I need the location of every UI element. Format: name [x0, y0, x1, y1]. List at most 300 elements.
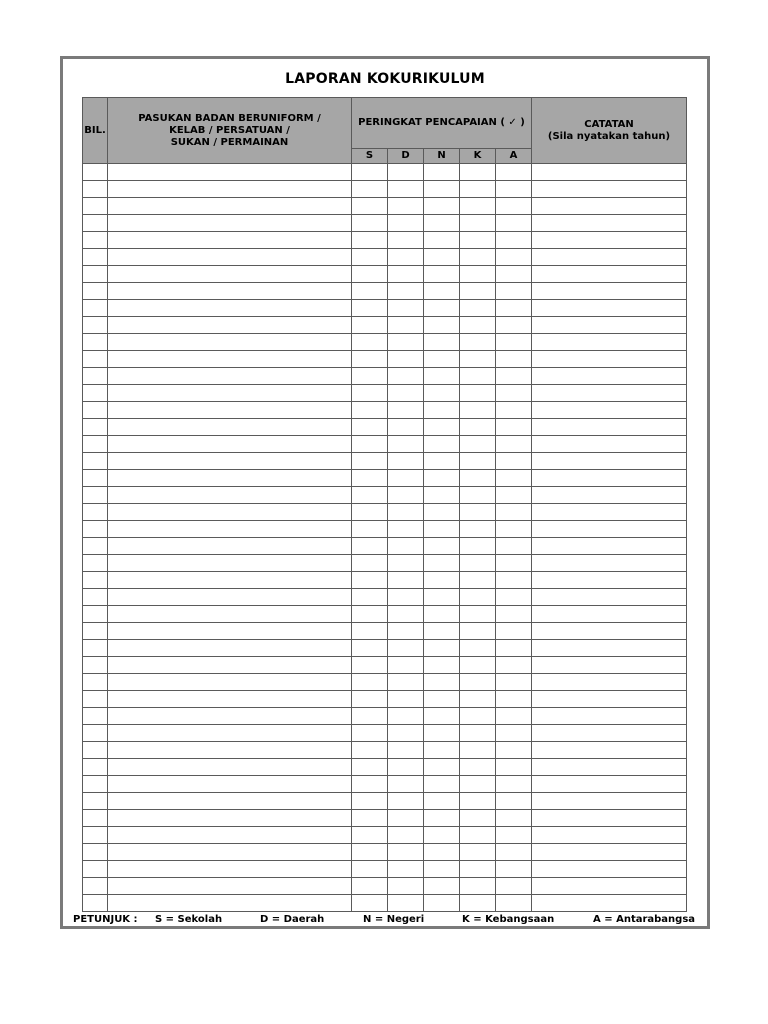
table-cell[interactable] [388, 283, 424, 300]
table-cell[interactable] [352, 300, 388, 317]
table-cell[interactable] [83, 351, 108, 368]
table-cell[interactable] [352, 691, 388, 708]
table-cell[interactable] [388, 198, 424, 215]
table-cell[interactable] [352, 555, 388, 572]
table-cell[interactable] [424, 878, 460, 895]
table-cell[interactable] [496, 419, 532, 436]
table-cell[interactable] [388, 215, 424, 232]
table-cell[interactable] [532, 232, 687, 249]
table-cell[interactable] [108, 385, 352, 402]
table-cell[interactable] [83, 436, 108, 453]
table-cell[interactable] [108, 640, 352, 657]
table-cell[interactable] [83, 640, 108, 657]
table-cell[interactable] [424, 793, 460, 810]
table-cell[interactable] [108, 674, 352, 691]
table-cell[interactable] [460, 266, 496, 283]
table-cell[interactable] [108, 453, 352, 470]
table-cell[interactable] [496, 266, 532, 283]
table-cell[interactable] [460, 589, 496, 606]
table-cell[interactable] [532, 470, 687, 487]
table-cell[interactable] [460, 368, 496, 385]
table-cell[interactable] [83, 504, 108, 521]
table-cell[interactable] [108, 402, 352, 419]
table-cell[interactable] [388, 266, 424, 283]
table-cell[interactable] [532, 776, 687, 793]
table-cell[interactable] [388, 691, 424, 708]
table-cell[interactable] [108, 844, 352, 861]
table-cell[interactable] [532, 538, 687, 555]
table-cell[interactable] [352, 827, 388, 844]
table-cell[interactable] [352, 317, 388, 334]
table-cell[interactable] [388, 878, 424, 895]
table-cell[interactable] [496, 589, 532, 606]
table-cell[interactable] [532, 572, 687, 589]
table-cell[interactable] [83, 232, 108, 249]
table-cell[interactable] [352, 742, 388, 759]
table-cell[interactable] [460, 198, 496, 215]
table-cell[interactable] [424, 759, 460, 776]
table-cell[interactable] [496, 895, 532, 912]
table-cell[interactable] [352, 402, 388, 419]
table-cell[interactable] [532, 589, 687, 606]
table-cell[interactable] [424, 606, 460, 623]
table-cell[interactable] [388, 640, 424, 657]
table-cell[interactable] [388, 300, 424, 317]
table-cell[interactable] [496, 283, 532, 300]
table-cell[interactable] [532, 640, 687, 657]
table-cell[interactable] [496, 504, 532, 521]
table-cell[interactable] [108, 181, 352, 198]
table-cell[interactable] [496, 674, 532, 691]
table-cell[interactable] [532, 419, 687, 436]
table-cell[interactable] [352, 861, 388, 878]
table-cell[interactable] [496, 385, 532, 402]
table-cell[interactable] [424, 402, 460, 419]
table-cell[interactable] [460, 844, 496, 861]
table-cell[interactable] [424, 589, 460, 606]
table-cell[interactable] [424, 827, 460, 844]
table-cell[interactable] [352, 164, 388, 181]
table-cell[interactable] [424, 215, 460, 232]
table-cell[interactable] [108, 725, 352, 742]
table-cell[interactable] [424, 623, 460, 640]
table-cell[interactable] [83, 555, 108, 572]
table-cell[interactable] [496, 742, 532, 759]
table-cell[interactable] [460, 759, 496, 776]
table-cell[interactable] [460, 708, 496, 725]
table-cell[interactable] [424, 742, 460, 759]
table-cell[interactable] [532, 266, 687, 283]
table-cell[interactable] [460, 283, 496, 300]
table-cell[interactable] [352, 878, 388, 895]
table-cell[interactable] [388, 861, 424, 878]
table-cell[interactable] [496, 708, 532, 725]
table-cell[interactable] [532, 861, 687, 878]
table-cell[interactable] [388, 249, 424, 266]
table-cell[interactable] [532, 402, 687, 419]
table-cell[interactable] [108, 572, 352, 589]
table-cell[interactable] [460, 640, 496, 657]
table-cell[interactable] [532, 487, 687, 504]
table-cell[interactable] [496, 827, 532, 844]
table-cell[interactable] [424, 555, 460, 572]
table-cell[interactable] [108, 606, 352, 623]
table-cell[interactable] [460, 232, 496, 249]
table-cell[interactable] [496, 402, 532, 419]
table-cell[interactable] [352, 198, 388, 215]
table-cell[interactable] [460, 793, 496, 810]
table-cell[interactable] [352, 521, 388, 538]
table-cell[interactable] [424, 198, 460, 215]
table-cell[interactable] [83, 793, 108, 810]
table-cell[interactable] [388, 606, 424, 623]
table-cell[interactable] [388, 470, 424, 487]
table-cell[interactable] [424, 708, 460, 725]
table-cell[interactable] [352, 504, 388, 521]
table-cell[interactable] [460, 878, 496, 895]
table-cell[interactable] [352, 283, 388, 300]
table-cell[interactable] [352, 538, 388, 555]
table-cell[interactable] [532, 300, 687, 317]
table-cell[interactable] [83, 691, 108, 708]
table-cell[interactable] [532, 657, 687, 674]
table-cell[interactable] [388, 436, 424, 453]
table-cell[interactable] [460, 470, 496, 487]
table-cell[interactable] [388, 521, 424, 538]
table-cell[interactable] [388, 317, 424, 334]
table-cell[interactable] [532, 895, 687, 912]
table-cell[interactable] [108, 810, 352, 827]
table-cell[interactable] [496, 436, 532, 453]
table-cell[interactable] [532, 334, 687, 351]
table-cell[interactable] [532, 351, 687, 368]
table-cell[interactable] [108, 300, 352, 317]
table-cell[interactable] [424, 691, 460, 708]
table-cell[interactable] [83, 572, 108, 589]
table-cell[interactable] [108, 827, 352, 844]
table-cell[interactable] [424, 266, 460, 283]
table-cell[interactable] [388, 708, 424, 725]
table-cell[interactable] [388, 555, 424, 572]
table-cell[interactable] [352, 351, 388, 368]
table-cell[interactable] [108, 504, 352, 521]
table-cell[interactable] [388, 742, 424, 759]
table-cell[interactable] [388, 827, 424, 844]
table-cell[interactable] [424, 453, 460, 470]
table-cell[interactable] [388, 793, 424, 810]
table-cell[interactable] [424, 470, 460, 487]
table-cell[interactable] [108, 793, 352, 810]
table-cell[interactable] [108, 895, 352, 912]
table-cell[interactable] [83, 419, 108, 436]
table-cell[interactable] [460, 538, 496, 555]
table-cell[interactable] [496, 487, 532, 504]
table-cell[interactable] [424, 810, 460, 827]
table-cell[interactable] [108, 657, 352, 674]
table-cell[interactable] [460, 572, 496, 589]
table-cell[interactable] [388, 368, 424, 385]
table-cell[interactable] [496, 198, 532, 215]
table-cell[interactable] [424, 300, 460, 317]
table-cell[interactable] [532, 691, 687, 708]
table-cell[interactable] [108, 232, 352, 249]
table-cell[interactable] [532, 793, 687, 810]
table-cell[interactable] [388, 504, 424, 521]
table-cell[interactable] [108, 215, 352, 232]
table-cell[interactable] [388, 895, 424, 912]
table-cell[interactable] [83, 470, 108, 487]
table-cell[interactable] [83, 334, 108, 351]
table-cell[interactable] [532, 742, 687, 759]
table-cell[interactable] [460, 419, 496, 436]
table-cell[interactable] [388, 351, 424, 368]
table-cell[interactable] [460, 810, 496, 827]
table-cell[interactable] [83, 317, 108, 334]
table-cell[interactable] [496, 470, 532, 487]
table-cell[interactable] [532, 878, 687, 895]
table-cell[interactable] [83, 742, 108, 759]
table-cell[interactable] [352, 453, 388, 470]
table-cell[interactable] [532, 436, 687, 453]
table-cell[interactable] [460, 215, 496, 232]
table-cell[interactable] [424, 419, 460, 436]
table-cell[interactable] [352, 623, 388, 640]
table-cell[interactable] [496, 317, 532, 334]
table-cell[interactable] [83, 810, 108, 827]
table-cell[interactable] [496, 164, 532, 181]
table-cell[interactable] [424, 776, 460, 793]
table-cell[interactable] [83, 657, 108, 674]
table-cell[interactable] [108, 436, 352, 453]
table-cell[interactable] [532, 164, 687, 181]
table-cell[interactable] [460, 606, 496, 623]
table-cell[interactable] [352, 657, 388, 674]
table-cell[interactable] [83, 776, 108, 793]
table-cell[interactable] [424, 861, 460, 878]
table-cell[interactable] [460, 317, 496, 334]
table-cell[interactable] [496, 725, 532, 742]
table-cell[interactable] [352, 776, 388, 793]
table-cell[interactable] [352, 436, 388, 453]
table-cell[interactable] [532, 215, 687, 232]
table-cell[interactable] [352, 181, 388, 198]
table-cell[interactable] [83, 198, 108, 215]
table-cell[interactable] [424, 351, 460, 368]
table-cell[interactable] [496, 691, 532, 708]
table-cell[interactable] [532, 385, 687, 402]
table-cell[interactable] [108, 419, 352, 436]
table-cell[interactable] [352, 368, 388, 385]
table-cell[interactable] [83, 215, 108, 232]
table-cell[interactable] [460, 487, 496, 504]
table-cell[interactable] [460, 555, 496, 572]
table-cell[interactable] [388, 844, 424, 861]
table-cell[interactable] [352, 674, 388, 691]
table-cell[interactable] [496, 215, 532, 232]
table-cell[interactable] [108, 266, 352, 283]
table-cell[interactable] [108, 708, 352, 725]
table-cell[interactable] [460, 164, 496, 181]
table-cell[interactable] [496, 453, 532, 470]
table-cell[interactable] [496, 861, 532, 878]
table-cell[interactable] [460, 436, 496, 453]
table-cell[interactable] [108, 487, 352, 504]
table-cell[interactable] [83, 249, 108, 266]
table-cell[interactable] [424, 232, 460, 249]
table-cell[interactable] [424, 181, 460, 198]
table-cell[interactable] [388, 674, 424, 691]
table-cell[interactable] [83, 759, 108, 776]
table-cell[interactable] [532, 198, 687, 215]
table-cell[interactable] [83, 538, 108, 555]
table-cell[interactable] [532, 810, 687, 827]
table-cell[interactable] [388, 334, 424, 351]
table-cell[interactable] [496, 351, 532, 368]
table-cell[interactable] [352, 810, 388, 827]
table-cell[interactable] [424, 249, 460, 266]
table-cell[interactable] [352, 385, 388, 402]
table-cell[interactable] [83, 283, 108, 300]
table-cell[interactable] [352, 708, 388, 725]
table-cell[interactable] [83, 385, 108, 402]
table-cell[interactable] [352, 895, 388, 912]
table-cell[interactable] [460, 385, 496, 402]
table-cell[interactable] [108, 742, 352, 759]
table-cell[interactable] [352, 572, 388, 589]
table-cell[interactable] [460, 504, 496, 521]
table-cell[interactable] [496, 572, 532, 589]
table-cell[interactable] [388, 759, 424, 776]
table-cell[interactable] [388, 589, 424, 606]
table-cell[interactable] [83, 300, 108, 317]
table-cell[interactable] [532, 606, 687, 623]
table-cell[interactable] [352, 419, 388, 436]
table-cell[interactable] [388, 181, 424, 198]
table-cell[interactable] [388, 402, 424, 419]
table-cell[interactable] [424, 521, 460, 538]
table-cell[interactable] [496, 810, 532, 827]
table-cell[interactable] [460, 725, 496, 742]
table-cell[interactable] [532, 504, 687, 521]
table-cell[interactable] [424, 538, 460, 555]
table-cell[interactable] [352, 844, 388, 861]
table-cell[interactable] [108, 317, 352, 334]
table-cell[interactable] [108, 368, 352, 385]
table-cell[interactable] [108, 691, 352, 708]
table-cell[interactable] [532, 759, 687, 776]
table-cell[interactable] [108, 776, 352, 793]
table-cell[interactable] [108, 589, 352, 606]
table-cell[interactable] [460, 657, 496, 674]
table-cell[interactable] [424, 895, 460, 912]
table-cell[interactable] [83, 844, 108, 861]
table-cell[interactable] [352, 470, 388, 487]
table-cell[interactable] [83, 181, 108, 198]
table-cell[interactable] [388, 164, 424, 181]
table-cell[interactable] [83, 453, 108, 470]
table-cell[interactable] [460, 181, 496, 198]
table-cell[interactable] [388, 538, 424, 555]
table-cell[interactable] [352, 640, 388, 657]
table-cell[interactable] [496, 249, 532, 266]
table-cell[interactable] [496, 232, 532, 249]
table-cell[interactable] [83, 878, 108, 895]
table-cell[interactable] [388, 810, 424, 827]
table-cell[interactable] [496, 776, 532, 793]
table-cell[interactable] [108, 198, 352, 215]
table-cell[interactable] [496, 606, 532, 623]
table-cell[interactable] [460, 334, 496, 351]
table-cell[interactable] [388, 657, 424, 674]
table-cell[interactable] [460, 895, 496, 912]
table-cell[interactable] [424, 334, 460, 351]
table-cell[interactable] [460, 521, 496, 538]
table-cell[interactable] [424, 844, 460, 861]
table-cell[interactable] [108, 759, 352, 776]
table-cell[interactable] [108, 351, 352, 368]
table-cell[interactable] [388, 623, 424, 640]
table-cell[interactable] [424, 385, 460, 402]
table-cell[interactable] [460, 249, 496, 266]
table-cell[interactable] [532, 453, 687, 470]
table-cell[interactable] [108, 861, 352, 878]
table-cell[interactable] [532, 623, 687, 640]
table-cell[interactable] [352, 606, 388, 623]
table-cell[interactable] [460, 402, 496, 419]
table-cell[interactable] [424, 283, 460, 300]
table-cell[interactable] [83, 606, 108, 623]
table-cell[interactable] [83, 827, 108, 844]
table-cell[interactable] [460, 674, 496, 691]
table-cell[interactable] [83, 895, 108, 912]
table-cell[interactable] [424, 317, 460, 334]
table-cell[interactable] [496, 793, 532, 810]
table-cell[interactable] [496, 300, 532, 317]
table-cell[interactable] [108, 164, 352, 181]
table-cell[interactable] [496, 759, 532, 776]
table-cell[interactable] [83, 861, 108, 878]
table-cell[interactable] [83, 402, 108, 419]
table-cell[interactable] [352, 759, 388, 776]
table-cell[interactable] [388, 776, 424, 793]
table-cell[interactable] [108, 249, 352, 266]
table-cell[interactable] [496, 181, 532, 198]
table-cell[interactable] [108, 334, 352, 351]
table-cell[interactable] [352, 249, 388, 266]
table-cell[interactable] [496, 538, 532, 555]
table-cell[interactable] [460, 351, 496, 368]
table-cell[interactable] [352, 793, 388, 810]
table-cell[interactable] [424, 725, 460, 742]
table-cell[interactable] [388, 232, 424, 249]
table-cell[interactable] [108, 623, 352, 640]
table-cell[interactable] [460, 453, 496, 470]
table-cell[interactable] [83, 725, 108, 742]
table-cell[interactable] [460, 742, 496, 759]
table-cell[interactable] [424, 572, 460, 589]
table-cell[interactable] [83, 164, 108, 181]
table-cell[interactable] [496, 623, 532, 640]
table-cell[interactable] [532, 555, 687, 572]
table-cell[interactable] [83, 521, 108, 538]
table-cell[interactable] [460, 827, 496, 844]
table-cell[interactable] [496, 521, 532, 538]
table-cell[interactable] [388, 385, 424, 402]
table-cell[interactable] [532, 827, 687, 844]
table-cell[interactable] [424, 504, 460, 521]
table-cell[interactable] [496, 368, 532, 385]
table-cell[interactable] [460, 691, 496, 708]
